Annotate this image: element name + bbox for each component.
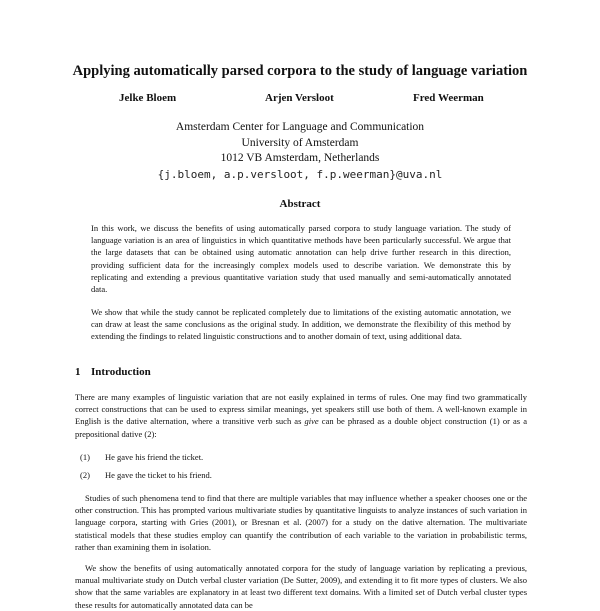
author-name: Fred Weerman [413,92,484,104]
affiliation-line: Amsterdam Center for Language and Communication [175,121,425,133]
example-sentence [80,451,203,463]
abstract-paragraph: In this work, we discuss the benefits of using automatically parsed corpora to study language variation. The study of language variation is an area of linguistics in which quantitative methods have been particularly successful. We argue that the large datasets that can be obtained using automatic annotation can help drive further research in this direction, providing sufficient data for the increasingly complex models used to describe variation. We demonstrate this by replicating and extending a previous quantitative variation study that used manually and semi-automatically annotated data. [91,223,511,295]
affiliation-line: University of Amsterdam [241,136,359,149]
author-name: Jelke Bloem [119,92,177,104]
paper-title: Applying automatically parsed corpora to the study of language variation [72,63,528,79]
author-name: Arjen Versloot [265,92,334,104]
abstract-paragraph: We show that while the study cannot be replicated completely due to limitations of the existing automatic annotation, we can draw at least the same conclusions as the original study. In addition, we demonstrate the flexibility of this method by extending the findings to related linguistic constructions and to another domain of text, using additional data. [91,307,511,342]
example-number: (1) [80,452,90,462]
section-number: 1 [75,366,81,378]
body-paragraph: Studies of such phenomena tend to find that there are multiple variables that may influence whether a speaker chooses one or the other construction. This has prompted various multivariate studies by quantitative linguists to analyze instances of such variation in language corpora, starting with Gries (2001), or Bresnan et al. (2007) for a study on the dative alternation. The multivariate statistical models that these studies employ can quantify the contribution of each variable to the variation in probabilistic terms, rather than examining them in isolation. [75,493,527,552]
body-paragraph: We show the benefits of using automatically annotated corpora for the study of language variation by replicating a previous, manual multivariate study on Dutch verbal cluster variation (De Sutter, 2009), and extending it to fit more types of clusters. We also show that the same variables are explanatory in at least two different text domains. With a limited set of Dutch verbal cluster types these results for automatically annotated data can be [75,563,527,610]
affiliation-block [0,120,600,182]
example-sentence [80,469,212,481]
affiliation-line: 1012 VB Amsterdam, Netherlands [220,152,380,165]
emphasized-term: give [304,416,319,427]
example-text: He gave his friend the ticket. [105,452,204,462]
abstract-heading: Abstract [279,198,321,210]
section-title: Introduction [91,366,151,378]
email-addresses: {j.bloem, a.p.versloot, f.p.weerman}@uva.nl [157,167,443,181]
example-number: (2) [80,470,90,480]
section-heading [75,366,151,378]
body-paragraph: There are many examples of linguistic variation that are not easily explained in terms of rules. One may find two grammatically correct constructions that can be used to express similar meanings, yet speakers still use both of them. A well-known example in English is the dative alternation, where a transitive verb such as give can be phrased as a double object construction (1) or as a prepositional dative (2): [75,392,527,439]
example-text: He gave the ticket to his friend. [105,470,212,480]
